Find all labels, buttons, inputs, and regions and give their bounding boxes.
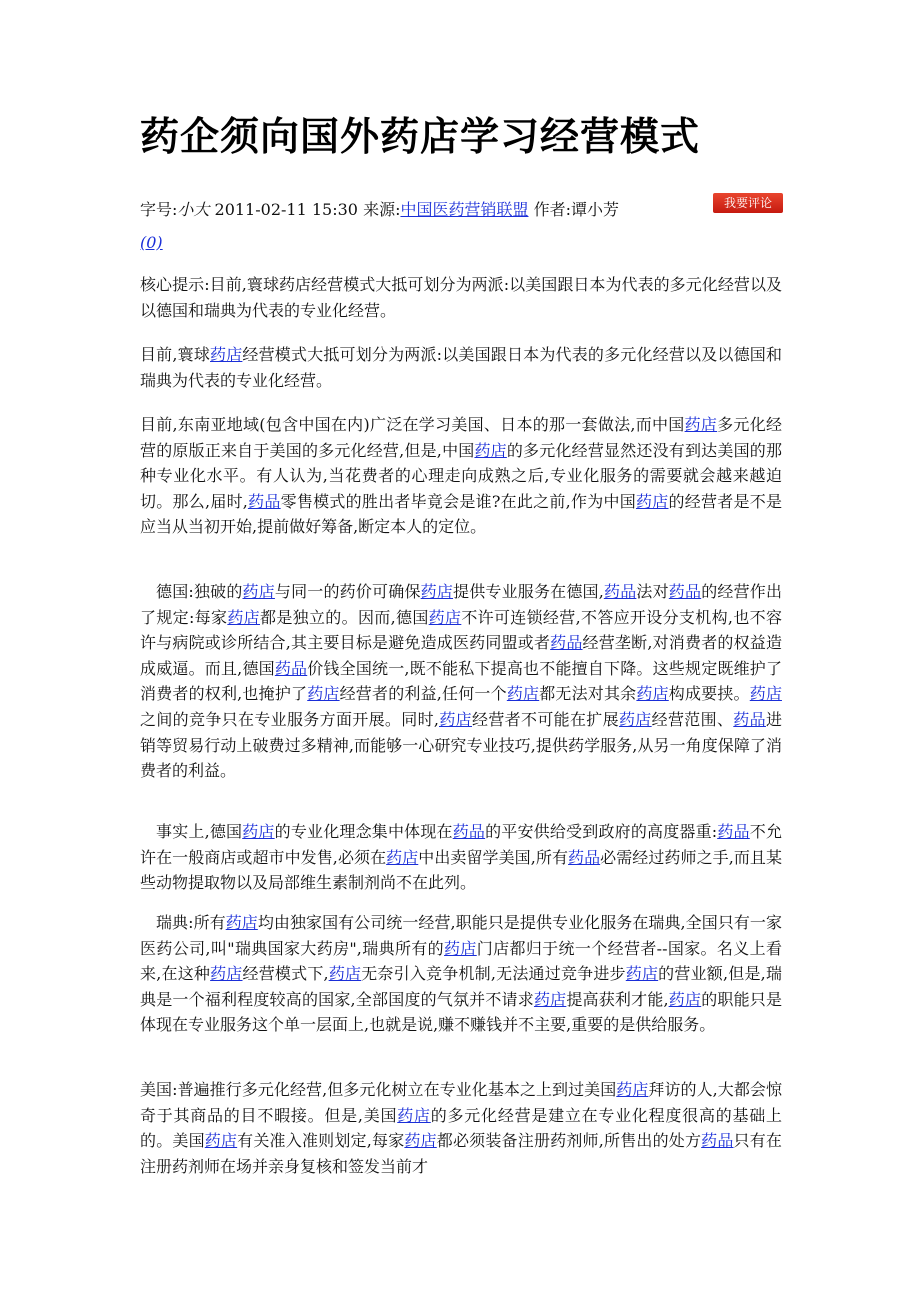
paragraph-text: 中出卖留学美国,所有 xyxy=(418,847,569,867)
paragraph-text: 的多元化经营是建立在专业化程度很高的基础上的。美国 xyxy=(140,1105,782,1151)
paragraph-text: 目前,寰球 xyxy=(140,345,211,364)
paragraph-text: 进销等贸易行动上破费过多精神,而能够一心研究专业技巧,提供药学服务,从另一角度保障了消费者的利益。 xyxy=(140,709,782,781)
keyword-link[interactable]: 药店 xyxy=(428,607,462,627)
paragraph-text: 与同一的药价可确保 xyxy=(274,582,421,601)
paragraph-text: 的经营者是不是应当从当初开始,提前做好筹备,断定本人的定位。 xyxy=(140,491,782,537)
paragraph-text: 无奈引入竞争机制,无法通过竞争进步 xyxy=(361,964,626,984)
keyword-link[interactable]: 药店 xyxy=(328,964,362,984)
paragraph-text: 核心提示:目前,寰球药店经营模式大抵可划分为两派:以美国跟日本为代表的多元化经营以及以德国和瑞典为代表的专业化经营。 xyxy=(140,275,782,320)
author-label: 作者: xyxy=(533,200,571,219)
keyword-link[interactable]: 药品 xyxy=(668,582,702,601)
keyword-link[interactable]: 药店 xyxy=(506,684,540,704)
keyword-link[interactable]: 药店 xyxy=(616,1080,649,1099)
font-size-toggle[interactable]: 小大 xyxy=(177,200,210,219)
paragraph-text: 均由独家国有公司统一经营,职能只是提供专业化服务在瑞典,全国只有一家医药公司,叫"瑞典国家大药房",瑞典所有的 xyxy=(140,913,782,958)
paragraph-text: 法对 xyxy=(636,582,669,601)
keyword-link[interactable]: 药店 xyxy=(225,913,258,932)
keyword-link[interactable]: 药店 xyxy=(386,847,419,867)
keyword-link[interactable]: 药品 xyxy=(603,582,637,601)
keyword-link[interactable]: 药品 xyxy=(733,709,766,729)
keyword-link[interactable]: 药店 xyxy=(618,709,652,729)
paragraph-text: 多元化经营的原版正来自于美国的多元化经营,但是,中国 xyxy=(140,415,782,460)
paragraph-summary xyxy=(140,272,782,323)
paragraph-text: 提高获利才能, xyxy=(566,989,669,1009)
paragraph-text: 的职能只是体现在专业服务这个单一层面上,也就是说,赚不赚钱并不主要,重要的是供给服务。 xyxy=(140,989,782,1035)
comment-count-link[interactable]: (0) xyxy=(140,233,163,252)
keyword-link[interactable]: 药品 xyxy=(717,822,750,841)
article-meta xyxy=(140,194,782,226)
paragraph-text: 提供专业服务在德国, xyxy=(453,582,604,601)
paragraph-text: 都无法对其余 xyxy=(539,684,637,704)
paragraph-text: 的多元化经营显然还没有到达美国的那种专业化水平。有人认为,当花费者的心理走向成熟之后,专业化服务的需要就会越来越迫切。那么,届时, xyxy=(140,440,782,511)
paragraph-text: 经营模式下, xyxy=(242,964,329,984)
paragraph-text: 瑞典:所有 xyxy=(156,913,226,932)
paragraph-text: 的专业化理念集中体现在 xyxy=(274,822,453,841)
keyword-link[interactable]: 药店 xyxy=(474,440,507,460)
article-title: 药企须向国外药店学习经营模式 xyxy=(140,115,701,160)
paragraph-text: 经营垄断,对消费者的权益造成威逼。而且,德国 xyxy=(140,633,782,678)
paragraph-text: 经营者不可能在扩展 xyxy=(472,709,619,729)
source-link[interactable]: 中国医药营销联盟 xyxy=(400,200,529,219)
keyword-link[interactable]: 药品 xyxy=(247,491,281,511)
keyword-link[interactable]: 药店 xyxy=(210,964,243,984)
paragraph-sweden xyxy=(140,910,782,1038)
paragraph-text: 构成要挟。 xyxy=(668,684,750,704)
paragraph-text: 有关准入准则划定,每家 xyxy=(237,1131,405,1151)
paragraph-text: 零售模式的胜出者毕竟会是谁?在此之前,作为中国 xyxy=(280,491,636,511)
paragraph-text: 都必须装备注册药剂师,所售出的处方 xyxy=(436,1131,702,1151)
keyword-link[interactable]: 药店 xyxy=(684,415,718,434)
paragraph-usa xyxy=(140,1077,782,1179)
paragraph-text: 事实上,德国 xyxy=(156,822,243,841)
keyword-link[interactable]: 药店 xyxy=(404,1131,437,1151)
paragraph-text: 的经营作出了规定:每家 xyxy=(140,582,782,627)
paragraph-text: 经营范围、 xyxy=(651,709,734,729)
paragraph-text: 之间的竞争只在专业服务方面开展。同时, xyxy=(140,709,439,729)
paragraph-text: 必需经过药师之手,而且某些动物提取物以及局部维生素制剂尚不在此列。 xyxy=(140,847,782,893)
paragraph-text: 不许可连锁经营,不答应开设分支机构,也不容许与病院或诊所结合,其主要目标是避免造成医药同盟或者 xyxy=(140,607,782,653)
paragraph-germany xyxy=(140,579,782,784)
keyword-link[interactable]: 药品 xyxy=(568,847,601,867)
paragraph-southeast-asia xyxy=(140,412,782,540)
paragraph-text: 门店都归于统一个经营者--国家。名义上看来,在这种 xyxy=(140,938,782,984)
paragraph-text: 经营者的利益,任何一个 xyxy=(339,684,507,704)
paragraph-text: 价钱全国统一,既不能私下提高也不能擅自下降。这些规定既维护了消费者的权利,也掩护了 xyxy=(140,658,782,704)
font-size-label: 字号: xyxy=(140,200,178,219)
keyword-link[interactable]: 药品 xyxy=(701,1131,734,1151)
keyword-link[interactable]: 药店 xyxy=(397,1105,431,1125)
paragraph-text: 只有在注册药剂师在场并亲身复核和签发当前才 xyxy=(140,1131,782,1176)
author-name: 谭小芳 xyxy=(570,200,619,219)
paragraph-text: 的平安供给受到政府的高度器重: xyxy=(485,822,718,841)
keyword-link[interactable]: 药店 xyxy=(439,709,472,729)
keyword-link[interactable]: 药店 xyxy=(635,491,669,511)
paragraph-text: 拜访的人,大都会惊奇于其商品的目不暇接。但是,美国 xyxy=(140,1080,782,1125)
paragraph-germany-fact xyxy=(140,819,782,896)
paragraph-intro xyxy=(140,342,782,393)
keyword-link[interactable]: 药店 xyxy=(420,582,454,601)
keyword-link[interactable]: 药店 xyxy=(625,964,659,984)
publish-datetime: 2011-02-11 15:30 xyxy=(214,200,358,219)
keyword-link[interactable]: 药店 xyxy=(204,1131,238,1151)
comment-button[interactable]: 我要评论 xyxy=(713,193,783,213)
paragraph-text: 都是独立的。因而,德国 xyxy=(260,607,429,627)
paragraph-text: 目前,东南亚地域(包含中国在内)广泛在学习美国、日本的那一套做法,而中国 xyxy=(140,415,685,434)
keyword-link[interactable]: 药品 xyxy=(452,822,486,841)
keyword-link[interactable]: 药店 xyxy=(668,989,702,1009)
keyword-link[interactable]: 药店 xyxy=(227,607,260,627)
keyword-link[interactable]: 药店 xyxy=(210,345,243,364)
keyword-link[interactable]: 药店 xyxy=(636,684,669,704)
keyword-link[interactable]: 药店 xyxy=(749,684,782,704)
keyword-link[interactable]: 药店 xyxy=(307,684,340,704)
paragraph-text: 经营模式大抵可划分为两派:以美国跟日本为代表的多元化经营以及以德国和瑞典为代表的专业化经营。 xyxy=(140,345,782,390)
keyword-link[interactable]: 药品 xyxy=(550,633,583,653)
source-label: 来源: xyxy=(363,200,401,219)
paragraph-text: 美国:普遍推行多元化经营,但多元化树立在专业化基本之上到过美国 xyxy=(140,1080,617,1099)
keyword-link[interactable]: 药店 xyxy=(242,582,275,601)
paragraph-text: 德国:独破的 xyxy=(156,582,243,601)
keyword-link[interactable]: 药店 xyxy=(242,822,275,841)
keyword-link[interactable]: 药店 xyxy=(533,989,567,1009)
keyword-link[interactable]: 药店 xyxy=(444,938,477,958)
paragraph-text: 不允许在一般商店或超市中发售,必须在 xyxy=(140,822,782,867)
paragraph-text: 的营业额,但是,瑞典是一个福利程度较高的国家,全部国度的气氛并不请求 xyxy=(140,964,782,1009)
keyword-link[interactable]: 药品 xyxy=(274,658,308,678)
